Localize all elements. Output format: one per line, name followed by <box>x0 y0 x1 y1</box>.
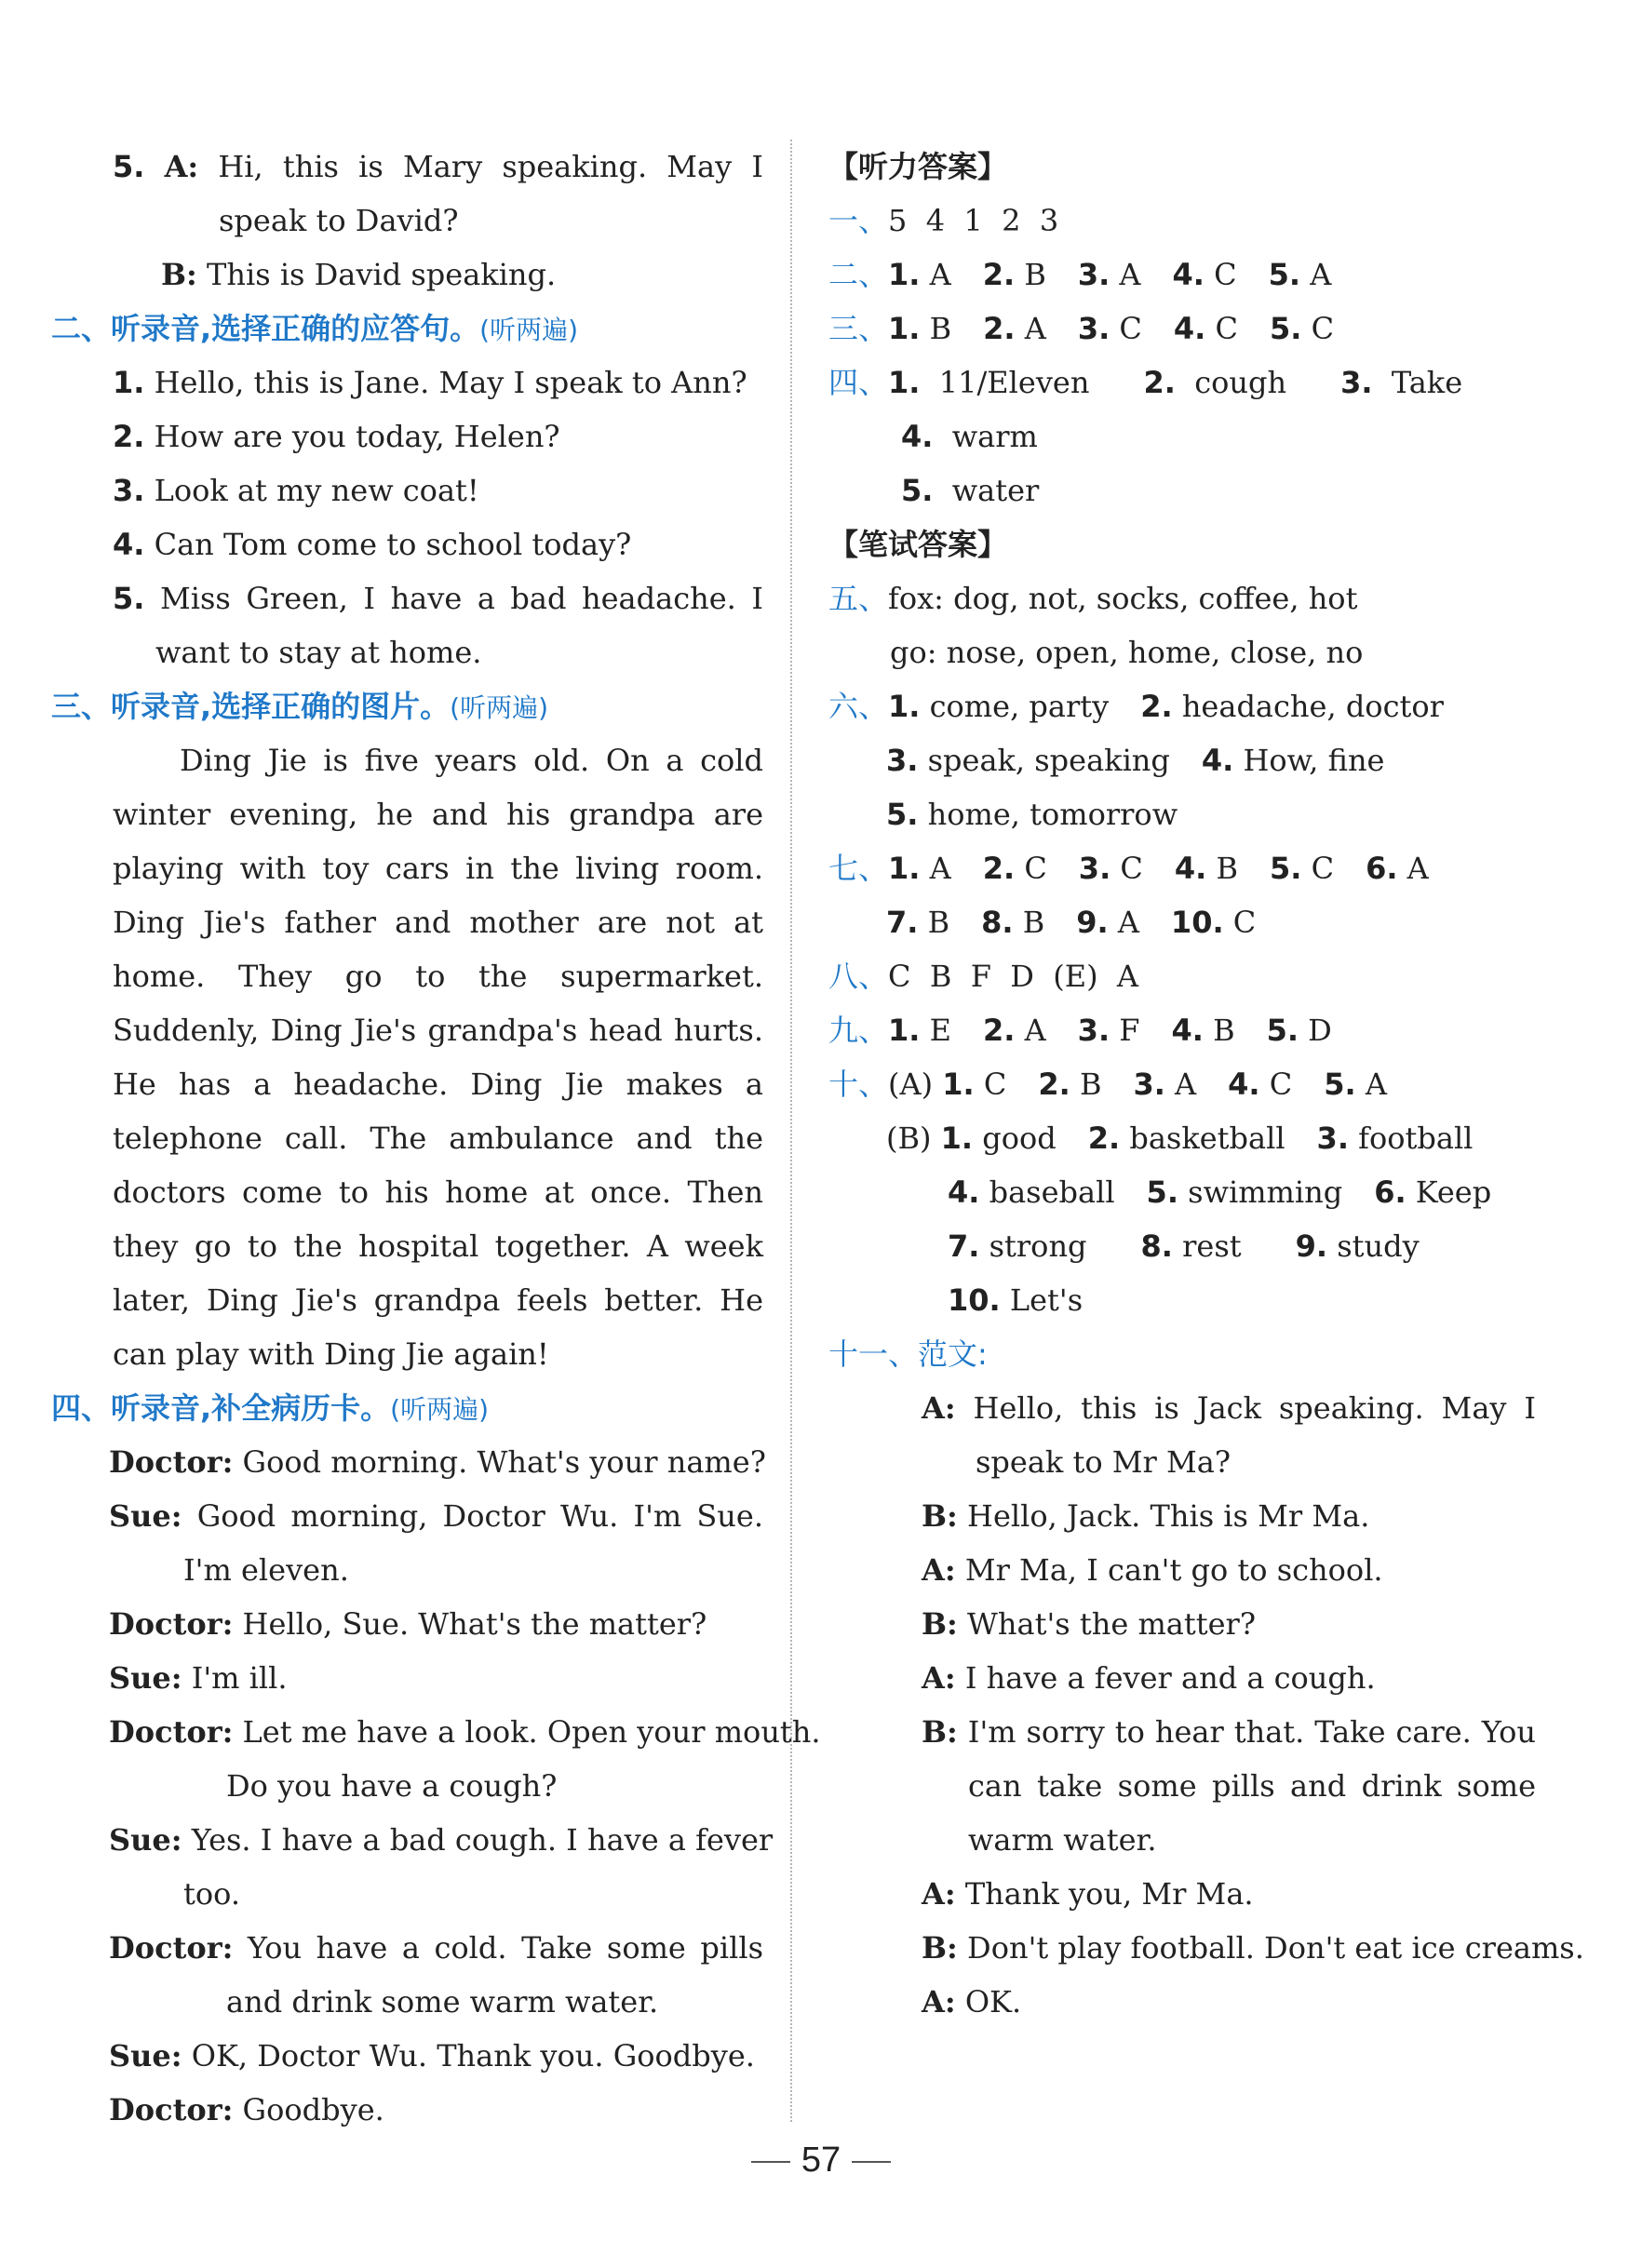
story-line <box>113 1327 763 1381</box>
text: 1. <box>888 689 921 724</box>
essay-line <box>922 1597 1536 1651</box>
text: 4. <box>948 1174 980 1210</box>
list-item <box>51 517 763 571</box>
text: 九、 <box>828 1013 889 1048</box>
text: 57 <box>801 2141 841 2180</box>
text: What's the matter? <box>967 1606 1256 1642</box>
text: B <box>1079 1067 1102 1102</box>
text: and drink some warm water. <box>226 1984 659 2020</box>
text: 4. <box>1201 743 1234 778</box>
text: B: <box>161 257 197 292</box>
text: 5. <box>1324 1067 1356 1102</box>
text: Keep <box>1415 1174 1492 1210</box>
text: 3. <box>1078 851 1111 886</box>
text: 5. <box>1269 851 1302 886</box>
answer-row-5-cont <box>828 625 1536 679</box>
dialog-line <box>109 1435 766 1489</box>
dialog-line <box>109 1813 774 1867</box>
text: 十一、范文: <box>828 1336 988 1372</box>
text: Hello, this is Jack speaking. May I <box>973 1390 1536 1426</box>
text: 11/Eleven <box>938 365 1090 400</box>
answer-row-7 <box>828 841 1536 895</box>
text: want to stay at home. <box>155 635 482 670</box>
text: A: <box>922 1390 956 1426</box>
essay-line <box>922 1705 1536 1759</box>
essay-line <box>922 1921 1584 1975</box>
text: D <box>1308 1013 1332 1048</box>
text: 3. <box>1077 257 1110 292</box>
story-line <box>113 1003 763 1057</box>
text: A <box>1024 1013 1046 1048</box>
story-line <box>113 841 763 895</box>
text: 七、 <box>828 851 889 886</box>
text: This is David speaking. <box>207 257 557 292</box>
text: home. They go to the supermarket. <box>113 959 763 994</box>
text: (A) <box>888 1067 934 1102</box>
essay-line <box>922 1975 1536 2029</box>
list-item <box>51 409 763 463</box>
text: speak to David? <box>219 203 459 238</box>
answer-row-8 <box>828 949 1536 1003</box>
answer-row-5 <box>828 571 1536 625</box>
text: 5. <box>113 149 145 184</box>
text: Doctor: <box>109 1606 234 1642</box>
text: speak, speaking <box>927 743 1170 778</box>
answer-row-6-cont <box>828 733 1536 787</box>
text: Sue: <box>109 1660 182 1696</box>
answer-row-2 <box>828 248 1536 302</box>
text: Sue: <box>109 1822 182 1858</box>
essay-line <box>922 1543 1536 1597</box>
story-line <box>113 949 763 1003</box>
story-line <box>113 1165 763 1219</box>
text: 2. <box>1140 689 1173 724</box>
text: B: <box>922 1930 958 1966</box>
text: strong <box>989 1228 1087 1264</box>
text: 2. <box>982 851 1016 886</box>
text: warm <box>951 419 1038 454</box>
text: 3. <box>1077 311 1110 346</box>
text: 1. <box>942 1067 975 1102</box>
answer-row-10b-cont <box>828 1165 1536 1219</box>
text: 1. <box>888 311 921 346</box>
text: later, Ding Jie's grandpa feels better. He <box>113 1282 763 1318</box>
left-column <box>51 140 821 2137</box>
text: 【笔试答案】 <box>828 527 1008 562</box>
text: can take some pills and drink some <box>968 1768 1536 1804</box>
text: A <box>929 257 951 292</box>
answer-row-10b <box>828 1111 1536 1165</box>
text: they go to the hospital together. A week <box>113 1228 763 1264</box>
text: go: nose, open, home, close, no <box>890 635 1364 670</box>
dialog-line <box>109 2029 763 2083</box>
text: study <box>1337 1228 1420 1264</box>
dialog-line <box>109 1489 763 1543</box>
essay-line <box>922 1759 1536 1813</box>
text: baseball <box>989 1174 1115 1210</box>
text: 1. <box>940 1121 974 1156</box>
answer-row-3 <box>828 302 1536 356</box>
essay-line <box>922 1813 1536 1867</box>
text: B: <box>922 1606 958 1642</box>
text: 5. <box>886 797 919 832</box>
text: 3. <box>1316 1121 1349 1156</box>
text: A: <box>164 149 199 184</box>
text: 5. <box>1269 311 1302 346</box>
answer-row-11-title <box>828 1327 1536 1381</box>
text: 4. <box>1172 257 1205 292</box>
text: OK, Doctor Wu. Thank you. Goodbye. <box>191 2038 755 2073</box>
text: You have a cold. Take some pills <box>247 1930 764 1966</box>
text: E <box>929 1013 951 1048</box>
text: good <box>982 1121 1057 1156</box>
right-column <box>828 140 1584 2029</box>
text: B <box>1024 257 1046 292</box>
text: A: <box>922 1660 956 1696</box>
essay-line <box>922 1651 1536 1705</box>
text: 三、 <box>828 311 889 346</box>
text: Sue: <box>109 2038 182 2073</box>
text: Thank you, Mr Ma. <box>964 1876 1254 1912</box>
text: B <box>1022 905 1045 940</box>
text: C <box>1215 311 1238 346</box>
essay-line <box>922 1489 1536 1543</box>
text: I'm ill. <box>191 1660 288 1696</box>
text: 2. <box>1087 1121 1121 1156</box>
text: 4. <box>1228 1067 1260 1102</box>
text: 三、听录音,选择正确的图片。 <box>51 689 451 724</box>
text: (听两遍) <box>479 315 579 345</box>
dialog-line <box>109 1705 821 1759</box>
story-line <box>113 1273 763 1327</box>
text: warm water. <box>968 1822 1157 1858</box>
text: Suddenly, Ding Jie's grandpa's head hurts. <box>113 1013 763 1048</box>
text: 五、 <box>828 581 889 616</box>
answer-row-10a <box>828 1057 1536 1111</box>
text: A <box>1406 851 1429 886</box>
answer-row-1 <box>828 194 1536 248</box>
text: 2. <box>982 257 1016 292</box>
dialog-line <box>109 2083 763 2137</box>
text: doctors come to his home at once. Then <box>113 1174 763 1210</box>
text: 2. <box>983 311 1016 346</box>
text: 9. <box>1295 1228 1328 1264</box>
story-line <box>113 895 763 949</box>
answer-row-10b-cont <box>828 1219 1536 1273</box>
text: Do you have a cough? <box>226 1768 558 1804</box>
text: rest <box>1182 1228 1242 1264</box>
text: 1. <box>888 1013 921 1048</box>
text: 6. <box>1366 851 1398 886</box>
sample-essay <box>828 1381 1584 2029</box>
text: Goodbye. <box>242 2092 384 2127</box>
text: 3. <box>1340 365 1373 400</box>
dialog-line <box>109 1867 763 1921</box>
text: 一、 <box>828 203 889 238</box>
text: Take <box>1391 365 1463 400</box>
text: Hello, Jack. This is Mr Ma. <box>967 1498 1370 1534</box>
dialog-line <box>51 194 763 248</box>
text: A <box>1024 311 1046 346</box>
text: 10. <box>948 1282 1001 1318</box>
text: winter evening, he and his grandpa are <box>113 797 763 832</box>
text: 1. <box>888 851 921 886</box>
text: B <box>927 905 950 940</box>
text: 1. <box>888 257 921 292</box>
text: A <box>929 851 951 886</box>
text: I'm sorry to hear that. Take care. You <box>967 1714 1537 1750</box>
text: C <box>1311 311 1335 346</box>
story-line <box>113 1111 763 1165</box>
dialog <box>51 1435 821 2137</box>
text: 3. <box>113 473 145 508</box>
text: can play with Ding Jie again! <box>113 1336 549 1372</box>
text: B: <box>922 1714 958 1750</box>
text: A <box>1310 257 1332 292</box>
text: He has a headache. Ding Jie makes a <box>113 1067 763 1102</box>
text: speak to Mr Ma? <box>976 1444 1232 1480</box>
text: come, party <box>929 689 1110 724</box>
text: Good morning, Doctor Wu. I'm Sue. <box>196 1498 764 1534</box>
text: A: <box>922 1984 956 2020</box>
text: 十、 <box>828 1067 889 1102</box>
text: 4. <box>113 527 145 562</box>
text: 5. <box>113 581 145 616</box>
column-divider <box>790 140 792 2122</box>
text: Hello, this is Jane. May I speak to Ann? <box>154 365 747 400</box>
text: Sue: <box>109 1498 182 1534</box>
text: A: <box>922 1876 956 1912</box>
story-line <box>113 733 763 787</box>
essay-line <box>922 1381 1536 1435</box>
section-title-4 <box>51 1381 763 1435</box>
text: (B) <box>886 1121 932 1156</box>
text: too. <box>183 1876 240 1912</box>
text: How are you today, Helen? <box>154 419 560 454</box>
text: Doctor: <box>109 1714 234 1750</box>
dialog-line <box>51 140 763 194</box>
text: Mr Ma, I can't go to school. <box>964 1552 1383 1588</box>
text: water <box>951 473 1040 508</box>
text: 【听力答案】 <box>828 149 1008 184</box>
text: C <box>1269 1067 1293 1102</box>
answer-row-9 <box>828 1003 1536 1057</box>
text: 六、 <box>828 689 889 724</box>
text: Hello, Sue. What's the matter? <box>242 1606 707 1642</box>
text: 2. <box>1143 365 1176 400</box>
dialog-line <box>109 1651 763 1705</box>
text: 四、 <box>828 365 889 400</box>
text: 6. <box>1374 1174 1406 1210</box>
text: 2. <box>982 1013 1016 1048</box>
text: 1. <box>113 365 145 400</box>
text: A: <box>922 1552 956 1588</box>
text: 3. <box>886 743 919 778</box>
story-line <box>113 1057 763 1111</box>
answer-row-7-cont <box>828 895 1536 949</box>
text: 4. <box>901 419 934 454</box>
section-title-3 <box>51 679 763 733</box>
answer-row-10b-cont <box>828 1273 1536 1327</box>
text: Doctor: <box>109 2092 234 2127</box>
text: Doctor: <box>109 1444 234 1480</box>
text: Ding Jie is five years old. On a cold <box>180 743 763 778</box>
text: A <box>1365 1067 1387 1102</box>
text: 5. <box>1146 1174 1178 1210</box>
text: I'm eleven. <box>183 1552 349 1588</box>
text: Let me have a look. Open your mouth. <box>242 1714 821 1750</box>
text: telephone call. The ambulance and the <box>113 1121 763 1156</box>
text: fox: dog, not, socks, coffee, hot <box>888 581 1358 616</box>
text: OK. <box>964 1984 1022 2020</box>
text: headache, doctor <box>1181 689 1444 724</box>
story-paragraph <box>51 733 763 1381</box>
answer-row-6 <box>828 679 1536 733</box>
text: 4. <box>1174 851 1207 886</box>
text: B <box>1216 851 1238 886</box>
text: C <box>1232 905 1257 940</box>
dialog-line <box>109 1597 763 1651</box>
page-number <box>0 2141 1642 2181</box>
text: Good morning. What's your name? <box>242 1444 766 1480</box>
text: 4. <box>1171 1013 1204 1048</box>
text: 5. <box>1266 1013 1299 1048</box>
text: Yes. I have a bad cough. I have a fever <box>191 1822 774 1858</box>
list-item <box>51 356 763 409</box>
section-title-2 <box>51 302 763 356</box>
text: 3. <box>1077 1013 1110 1048</box>
text: C <box>1119 311 1142 346</box>
text: A <box>1175 1067 1197 1102</box>
text: 9. <box>1076 905 1109 940</box>
text: 四、听录音,补全病历卡。 <box>51 1390 391 1426</box>
text: 2. <box>113 419 145 454</box>
dialog-line <box>109 1759 763 1813</box>
text: 5 4 1 2 3 <box>888 203 1059 238</box>
text: (听两遍) <box>450 692 549 723</box>
text: swimming <box>1188 1174 1343 1210</box>
text: Look at my new coat! <box>154 473 479 508</box>
written-answers-title <box>828 517 1536 571</box>
answer-row-4 <box>828 356 1536 409</box>
story-line <box>113 1219 763 1273</box>
text: 二、 <box>828 257 889 292</box>
text: 二、听录音,选择正确的应答句。 <box>51 311 480 346</box>
text: C <box>1024 851 1047 886</box>
dialog-line <box>109 1543 763 1597</box>
answer-row-6-cont <box>828 787 1536 841</box>
text: C <box>1214 257 1237 292</box>
text: 7. <box>886 905 919 940</box>
list-item <box>51 571 763 625</box>
text: C <box>1120 851 1143 886</box>
text: B: <box>922 1498 958 1534</box>
text: Can Tom come to school today? <box>154 527 632 562</box>
story-line <box>113 787 763 841</box>
text: 1. <box>888 365 921 400</box>
text: I have a fever and a cough. <box>964 1660 1376 1696</box>
dialog-line <box>51 248 763 302</box>
text: home, tomorrow <box>927 797 1178 832</box>
text: football <box>1358 1121 1474 1156</box>
text: 4. <box>1173 311 1206 346</box>
text: Hi, this is Mary speaking. May I <box>218 149 763 184</box>
text: 8. <box>981 905 1014 940</box>
text: 八、 <box>828 959 889 994</box>
text: B <box>929 311 952 346</box>
text: Doctor: <box>109 1930 234 1966</box>
text: 5. <box>1268 257 1301 292</box>
text: C B F D (E) A <box>888 959 1139 994</box>
text: A <box>1117 905 1139 940</box>
text: cough <box>1194 365 1287 400</box>
text: Ding Jie's father and mother are not at <box>113 905 763 940</box>
text: 10. <box>1170 905 1224 940</box>
text: 2. <box>1038 1067 1070 1102</box>
text: 3. <box>1133 1067 1165 1102</box>
listening-answers-title <box>828 140 1536 194</box>
dialog-line <box>109 1921 763 1975</box>
text: 7. <box>948 1228 980 1264</box>
dialog-line <box>109 1975 763 2029</box>
text: Let's <box>1009 1282 1083 1318</box>
answer-row-4-cont <box>828 463 1536 517</box>
text: 8. <box>1140 1228 1173 1264</box>
text: How, fine <box>1243 743 1385 778</box>
essay-line <box>922 1435 1536 1489</box>
list-item-cont <box>51 625 763 679</box>
text: F <box>1119 1013 1140 1048</box>
text: C <box>983 1067 1007 1102</box>
text: (听两遍) <box>390 1394 490 1425</box>
essay-line <box>922 1867 1536 1921</box>
text: playing with toy cars in the living room. <box>113 851 763 886</box>
answer-row-4-cont <box>828 409 1536 463</box>
list-item <box>51 463 763 517</box>
text: B <box>1213 1013 1235 1048</box>
text: 5. <box>901 473 934 508</box>
text: C <box>1311 851 1335 886</box>
text: A <box>1119 257 1141 292</box>
text: Don't play football. Don't eat ice creams. <box>967 1930 1584 1966</box>
text: Miss Green, I have a bad headache. I <box>159 581 764 616</box>
text: basketball <box>1129 1121 1285 1156</box>
